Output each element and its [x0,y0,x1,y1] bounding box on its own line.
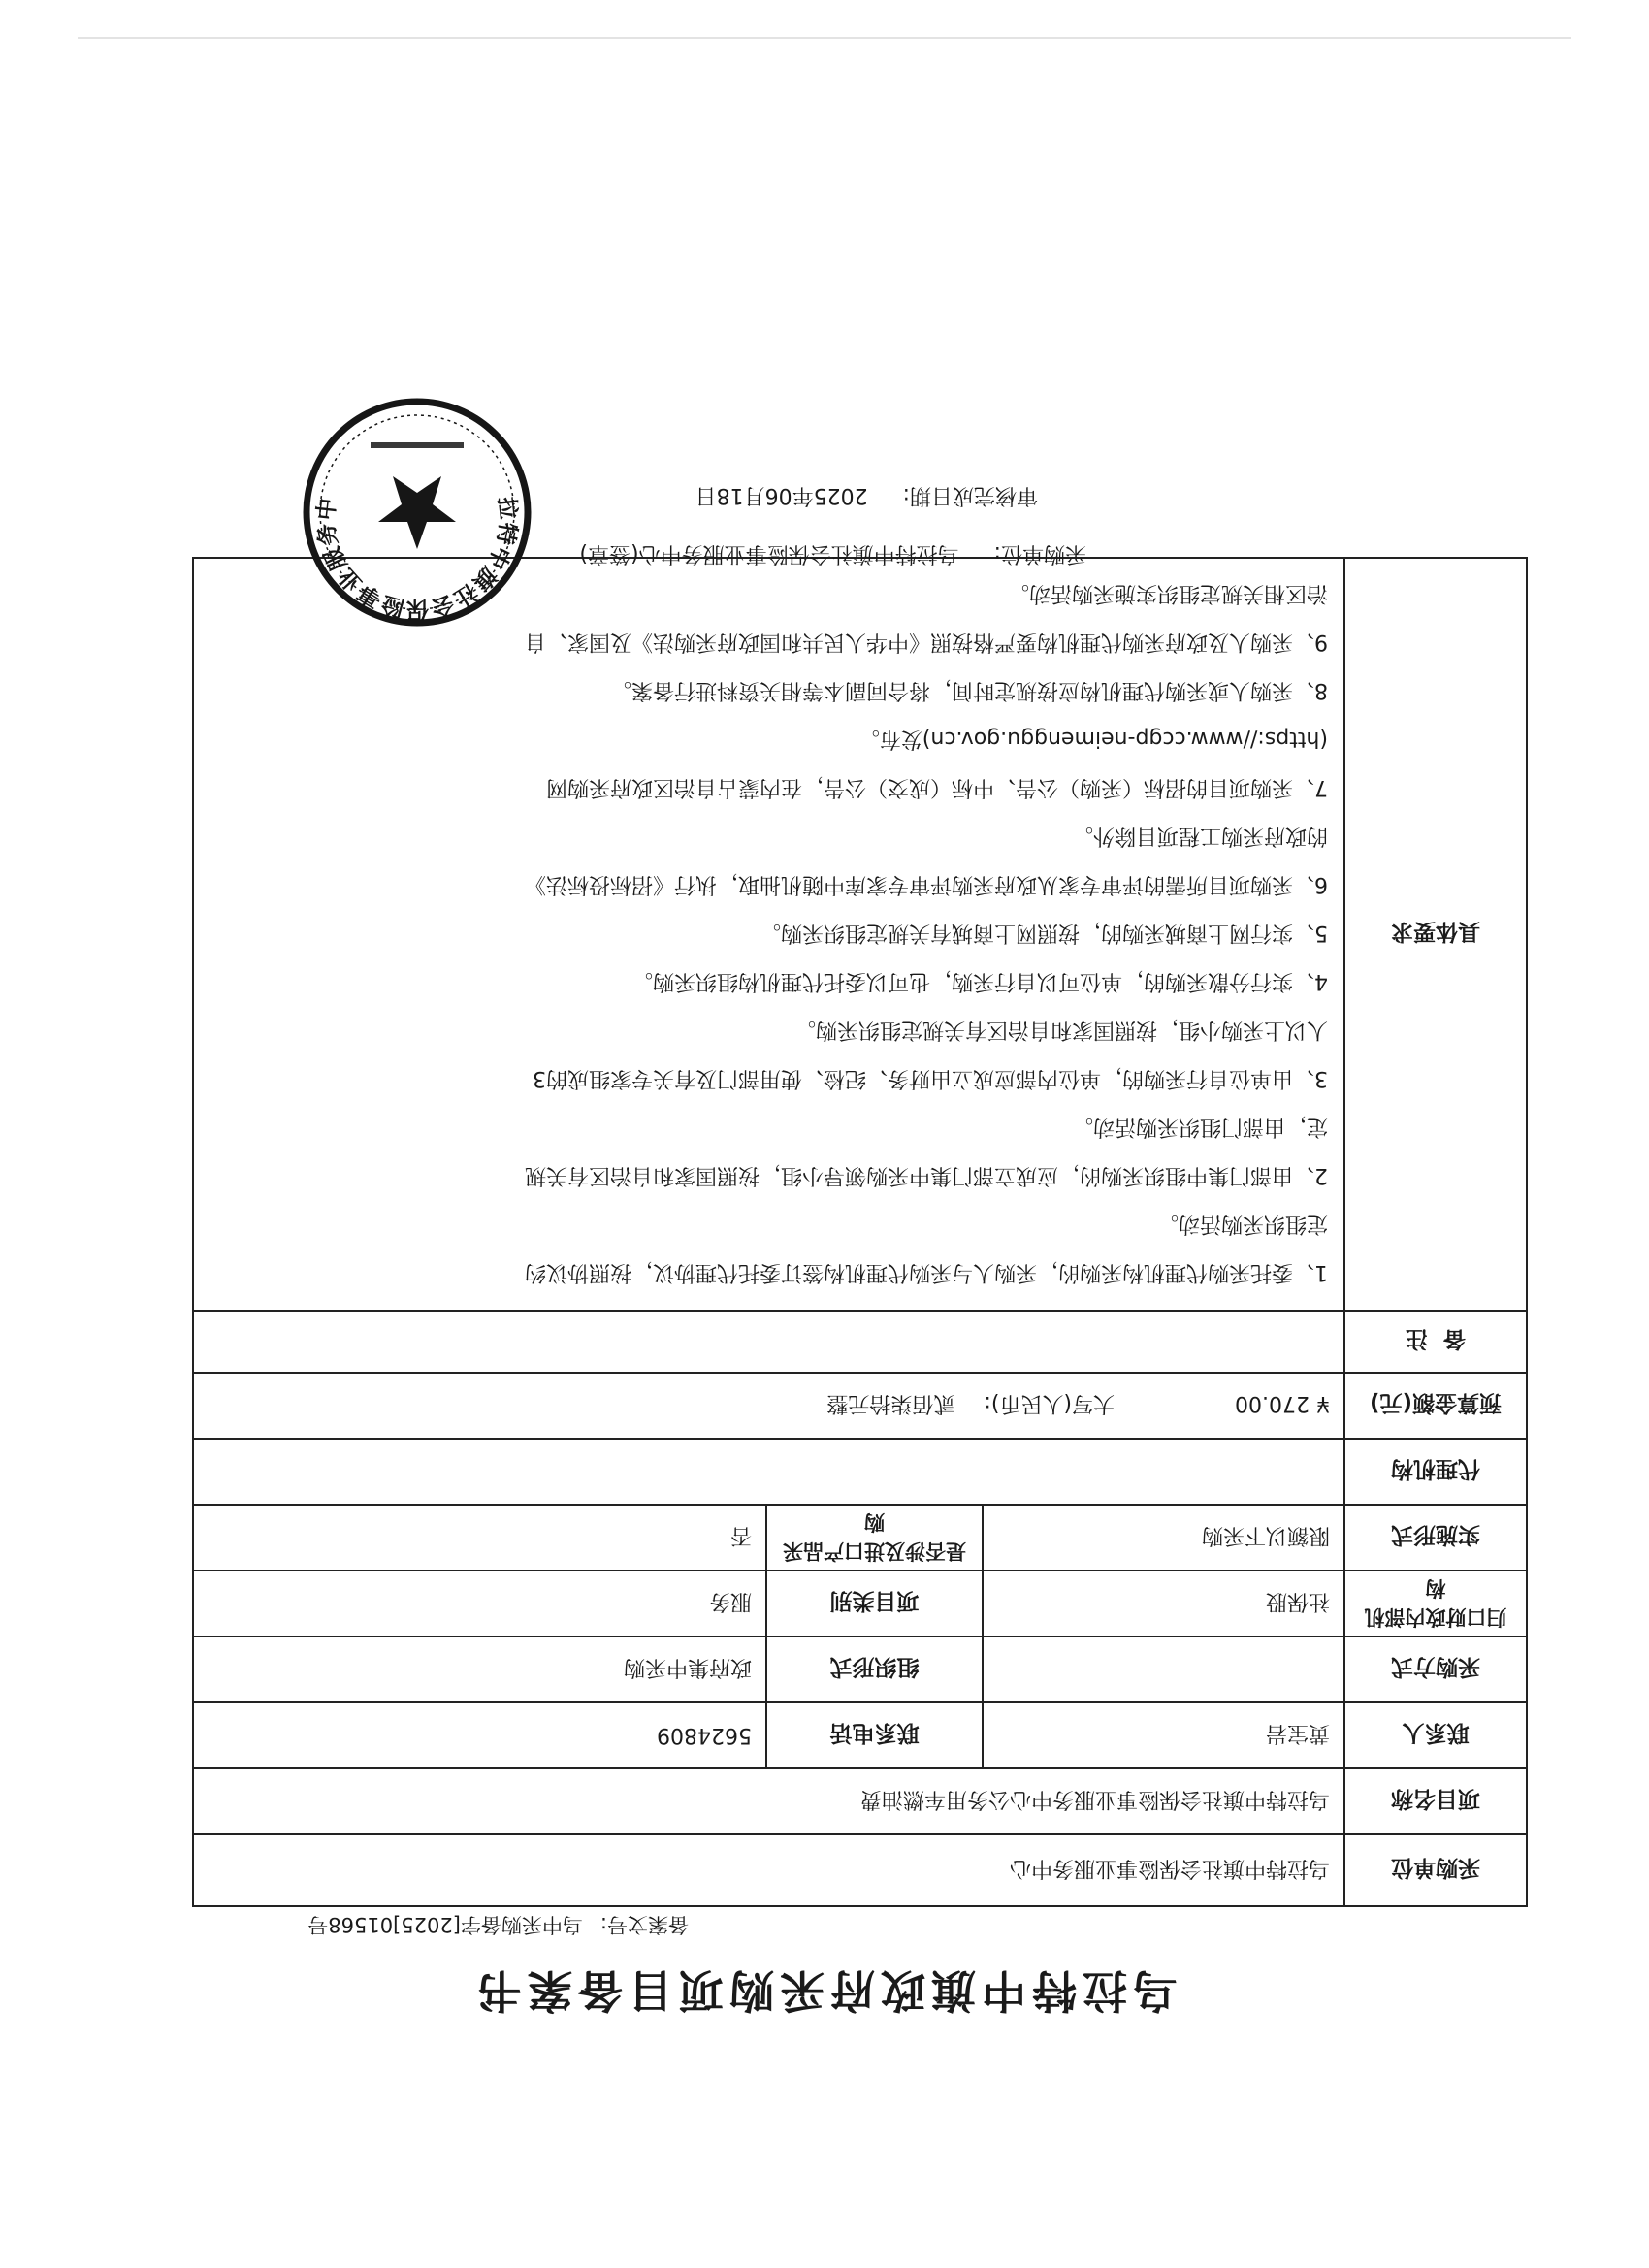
footer-date-label: 审核完成日期: [902,483,1038,507]
row-purchaser [193,1834,1527,1906]
org-form-label: 组织形式 [766,1636,983,1702]
row-project [193,1768,1527,1834]
requirement-line: 3、由单位自行采购的，单位内部应成立由财务、纪检、使用部门及有关专家组成的3 [533,1066,1328,1090]
record-number-value: 乌中采购备字[2025]01568号 [307,1913,583,1936]
requirement-line: (https://www.ccgp-neimenggu.gov.cn)发布。 [857,727,1328,751]
impl-form-value: 限额以下采购 [983,1505,1344,1571]
requirement-line: 定，由部门组织采购活动。 [1071,1115,1328,1139]
purchaser-value: 乌拉特中旗社会保险事业服务中心 [193,1834,1344,1906]
import-label: 是否涉及进口产品采购 [766,1505,983,1571]
requirement-line: 9、采购人及政府采购代理机构要严格按照《中华人民共和国政府采购法》及国家、自 [525,630,1328,654]
row-requirements [193,558,1527,1311]
phone-label: 联系电话 [766,1702,983,1768]
record-table [192,557,1528,1907]
requirement-line: 4、实行分散采购的，单位可以自行采购，也可以委托代理机构组织采购。 [631,969,1328,993]
requirement-line: 的政府采购工程项目除外。 [1071,824,1328,848]
budget-upper-value: 贰佰柒拾元整 [826,1391,955,1416]
requirement-line: 治区相关规定组织实施采购活动。 [1007,581,1328,605]
footer-date-value: 2025年06月18日 [695,483,868,507]
official-seal [301,396,534,629]
budget-amount: ¥ 270.00 [1235,1391,1330,1416]
impl-form-label: 实施形式 [1344,1505,1527,1571]
row-remark [193,1311,1527,1373]
requirement-line: 2、由部门集中组织采购的，应成立部门集中采购领导小组，按照国家和自治区有关规 [525,1163,1328,1187]
row-method [193,1636,1527,1702]
requirement-line: 8、采购人或采购代理机构应按规定时间，将合同副本等相关资料进行备案。 [610,678,1328,702]
contact-label: 联系人 [1344,1702,1527,1768]
import-value: 否 [193,1505,766,1571]
record-number-label: 备案文号: [599,1913,689,1936]
contact-value: 黄宝岩 [983,1702,1344,1768]
svg-text:乌拉特中旗社会保险事业服务中心: 拉特中旗社会保险事业服务中 [313,496,521,622]
record-number [307,1911,689,1940]
footer-purchaser-value: 乌拉特中旗社会保险事业服务中心(签章) [579,541,959,566]
requirement-line: 人以上采购小组，按照国家和自治区有关规定组织采购。 [793,1018,1328,1042]
org-form-value: 政府集中采购 [193,1636,766,1702]
footer-purchaser-label: 采购单位: [993,541,1086,566]
requirement-line: 6、采购项目所需的评审专家从政府采购评审专家库中随机抽取，执行《招标投标法》 [525,872,1328,896]
seal-stamp-icon [301,396,534,629]
project-label: 项目名称 [1344,1768,1527,1834]
dept-label: 归口财政内部机构 [1344,1571,1527,1636]
row-dept [193,1571,1527,1636]
dept-value: 社保股 [983,1571,1344,1636]
budget-upper-label: 大写(人民币): [984,1391,1116,1416]
requirement-line: 定组织采购活动。 [1156,1212,1328,1236]
method-label: 采购方式 [1344,1636,1527,1702]
category-label: 项目类别 [766,1571,983,1636]
requirements-label: 具体要求 [1344,558,1527,1311]
phone-value: 5624809 [193,1702,766,1768]
row-budget [193,1373,1527,1439]
requirements-text [193,558,1344,1311]
footer-purchaser [579,540,1086,570]
row-contact [193,1702,1527,1768]
remark-value [193,1311,1344,1373]
budget-value [193,1373,1344,1439]
row-form [193,1505,1527,1571]
category-value: 服务 [193,1571,766,1636]
requirement-line: 1、委托采购代理机构采购的，采购人与采购代理机构签订委托代理协议，按照协议约 [525,1260,1328,1284]
remark-label: 备 注 [1344,1311,1527,1373]
project-value: 乌拉特中旗社会保险事业服务中心公务用车燃油费 [193,1768,1344,1834]
agency-label: 代理机构 [1344,1439,1527,1505]
document-title: 乌拉特中旗政府采购项目备案书 [471,1964,1178,2017]
row-agency [193,1439,1527,1505]
requirement-line: 7、采购项目的招标（采购）公告、中标（成交）公告，在内蒙古自治区政府采购网 [546,775,1328,799]
method-value [983,1636,1344,1702]
agency-value [193,1439,1344,1505]
requirement-line: 5、实行网上商城采购的，按照网上商城有关规定组织采购。 [760,921,1328,945]
budget-label: 预算金额(元) [1344,1373,1527,1439]
footer-date [695,482,1038,512]
purchaser-label: 采购单位 [1344,1834,1527,1906]
